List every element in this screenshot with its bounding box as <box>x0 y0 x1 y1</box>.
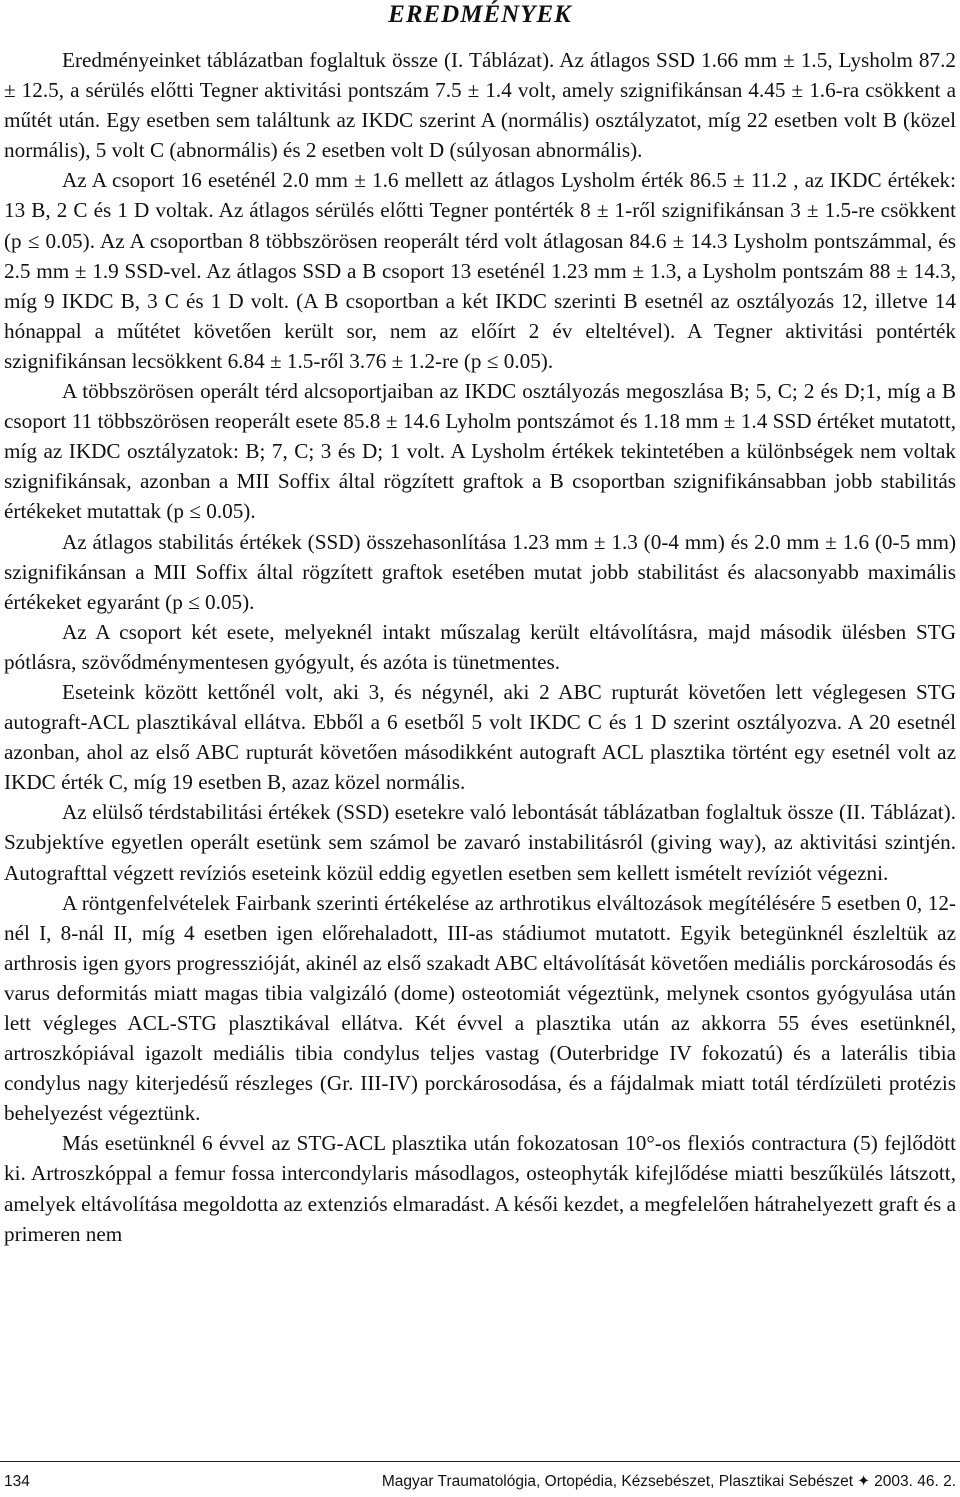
paragraph-group-a-cases: Az A csoport két esete, melyeknél intakt műszalag került eltávolításra, majd második ülésben STG pótlásra, szövődménymentesen gyógyult, és azóta is tünetmentes. <box>4 619 956 674</box>
paragraph-abc-ruptures: Eseteink között kettőnél volt, aki 3, és négynél, aki 2 ABC rupturát követően lett véglegesen STG autograft-ACL plasztikával ellátva. Ebből a 6 esetből 5 volt IKDC C és 1 D szerint osztályozva. A 20 esetnél azonban, ahol az első ABC rupturát követően másodikként autograft ACL plasztika történt egy esetnél volt az IKDC érték C, míg 19 esetben B, azaz közel normális. <box>4 679 956 795</box>
journal-issue: 2003. 46. 2. <box>874 1473 956 1490</box>
footer-divider <box>0 1461 960 1462</box>
journal-title: Magyar Traumatológia, Ortopédia, Kézsebészet, Plasztikai Sebészet <box>381 1473 854 1490</box>
page-footer <box>4 1470 956 1494</box>
paragraph-ssd-breakdown: Az elülső térdstabilitási értékek (SSD) esetekre való lebontását táblázatban foglaltuk össze (II. Táblázat). Szubjektíve egyetlen operált esetünk sem számol be zavaró instabilitásról (giving way), az aktivitási szintjén. Autografttal végzett revíziós eseteink közül eddig egyetlen esetben sem kellett ismételt revíziót végezni. <box>4 800 956 885</box>
paragraph-flexion-contracture: Más esetünknél 6 évvel az STG-ACL plasztika után fokozatosan 10°-os flexiós contractura (5) fejlődött ki. Artroszkóppal a femur fossa intercondylaris másodlagos, osteophyták kifejlődése miatti beszűkülés látszott, amelyek eltávolítása megoldotta az extenziós elmaradást. A késői kezdet, a megfelelően hátrahelyezett graft és a primeren nem <box>4 1131 956 1246</box>
journal-reference <box>382 1470 956 1494</box>
article-body <box>4 45 956 1249</box>
paragraph-xray-evaluation: A röntgenfelvételek Fairbank szerinti értékelése az arthrotikus elváltozások megítélésére 5 esetben 0, 12-nél I, 8-nál II, míg 4 esetben igen előrehaladott, III-as stádiumot mutatott. Egyik betegünknél észleltük az arthrosis igen gyors progresszióját, akinél az első szakadt ABC eltávolítását követően mediális porckárosodás és varus deformitás miatt magas tibia valgizáló (dome) osteotomiát végeztünk, melynek csontos gyógyulása után lett végleges ACL-STG plasztikával ellátva. Két évvel a plasztika után az akkorra 55 éves esetünknél, artroszkópiával igazolt mediális tibia condylus teljes vastag (Outerbridge IV fokozatú) és a laterális tibia condylus nagy kiterjedésű részleges (Gr. III-IV) porckárosodása, és a fájdalmak miatt totál térdízületi protézis behelyezést végeztünk. <box>4 890 957 1126</box>
paragraph-results-summary: Eredményeinket táblázatban foglaltuk össze (I. Táblázat). Az átlagos SSD 1.66 mm ± 1.5, Lysholm 87.2 ± 12.5, a sérülés előtti Tegner aktivitási pontszám 7.5 ± 1.4 volt, amely szignifikánsan 4.45 ± 1.6-ra csökkent a műtét után. Egy esetben sem találtunk az IKDC szerint A (normális) osztályzatot, míg 22 esetben volt B (közel normális), 5 volt C (abnormális) és 2 esetben volt D (súlyosan abnormális). <box>4 48 956 163</box>
section-title: EREDMÉNYEK <box>388 1 572 28</box>
paragraph-group-a: Az A csoport 16 eseténél 2.0 mm ± 1.6 mellett az átlagos Lysholm érték 86.5 ± 11.2 , az IKDC értékek: 13 B, 2 C és 1 D voltak. Az átlagos sérülés előtti Tegner pontérték 8 ± 1-ről szignifikánsan 3 ± 1.5-re csökkent (p ≤ 0.05). Az A csoportban 8 többszörösen reoperált térd volt átlagosan 84.6 ± 14.3 Lysholm pontszámmal, és 2.5 mm ± 1.9 SSD-vel. Az átlagos SSD a B csoport 13 eseténél 1.23 mm ± 1.3, a Lysholm pontszám 88 ± 14.3, míg 9 IKDC B, 3 C és 1 D volt. (A B csoportban a két IKDC szerinti B esetnél az osztályozás 12, illetve 14 hónappal a műtétet követően került sor, nem az előírt 2 év elteltével). A Tegner aktivitási pontérték szignifikánsan lecsökkent 6.84 ± 1.5-ről 3.76 ± 1.2-re (p ≤ 0.05). <box>4 168 956 373</box>
paragraph-stability-comparison: Az átlagos stabilitás értékek (SSD) összehasonlítása 1.23 mm ± 1.3 (0-4 mm) és 2.0 mm ± 1.6 (0-5 mm) szignifikánsan a MII Soffix által rögzített graftok esetében mutat jobb stabilitást és alacsonyabb maximális értékeket egyaránt (p ≤ 0.05). <box>4 529 956 614</box>
separator-icon: ✦ <box>857 1473 871 1490</box>
page-number: 134 <box>4 1473 30 1490</box>
paragraph-reoperated-subgroups: A többszörösen operált térd alcsoportjaiban az IKDC osztályozás megoszlása B; 5, C; 2 és D;1, míg a B csoport 11 többszörösen reoperált esete 85.8 ± 14.6 Lyholm pontszámot és 1.18 mm ± 1.4 SSD értéket mutatott, míg az IKDC osztályzatok: B; 7, C; 3 és D; 1 volt. A Lysholm értékek tekintetében a különbségek nem voltak szignifikánsak, azonban a MII Soffix által rögzített graftok a B csoportban szignifikánsabban jobb stabilitás értékeket mutattak (p ≤ 0.05). <box>4 379 956 524</box>
